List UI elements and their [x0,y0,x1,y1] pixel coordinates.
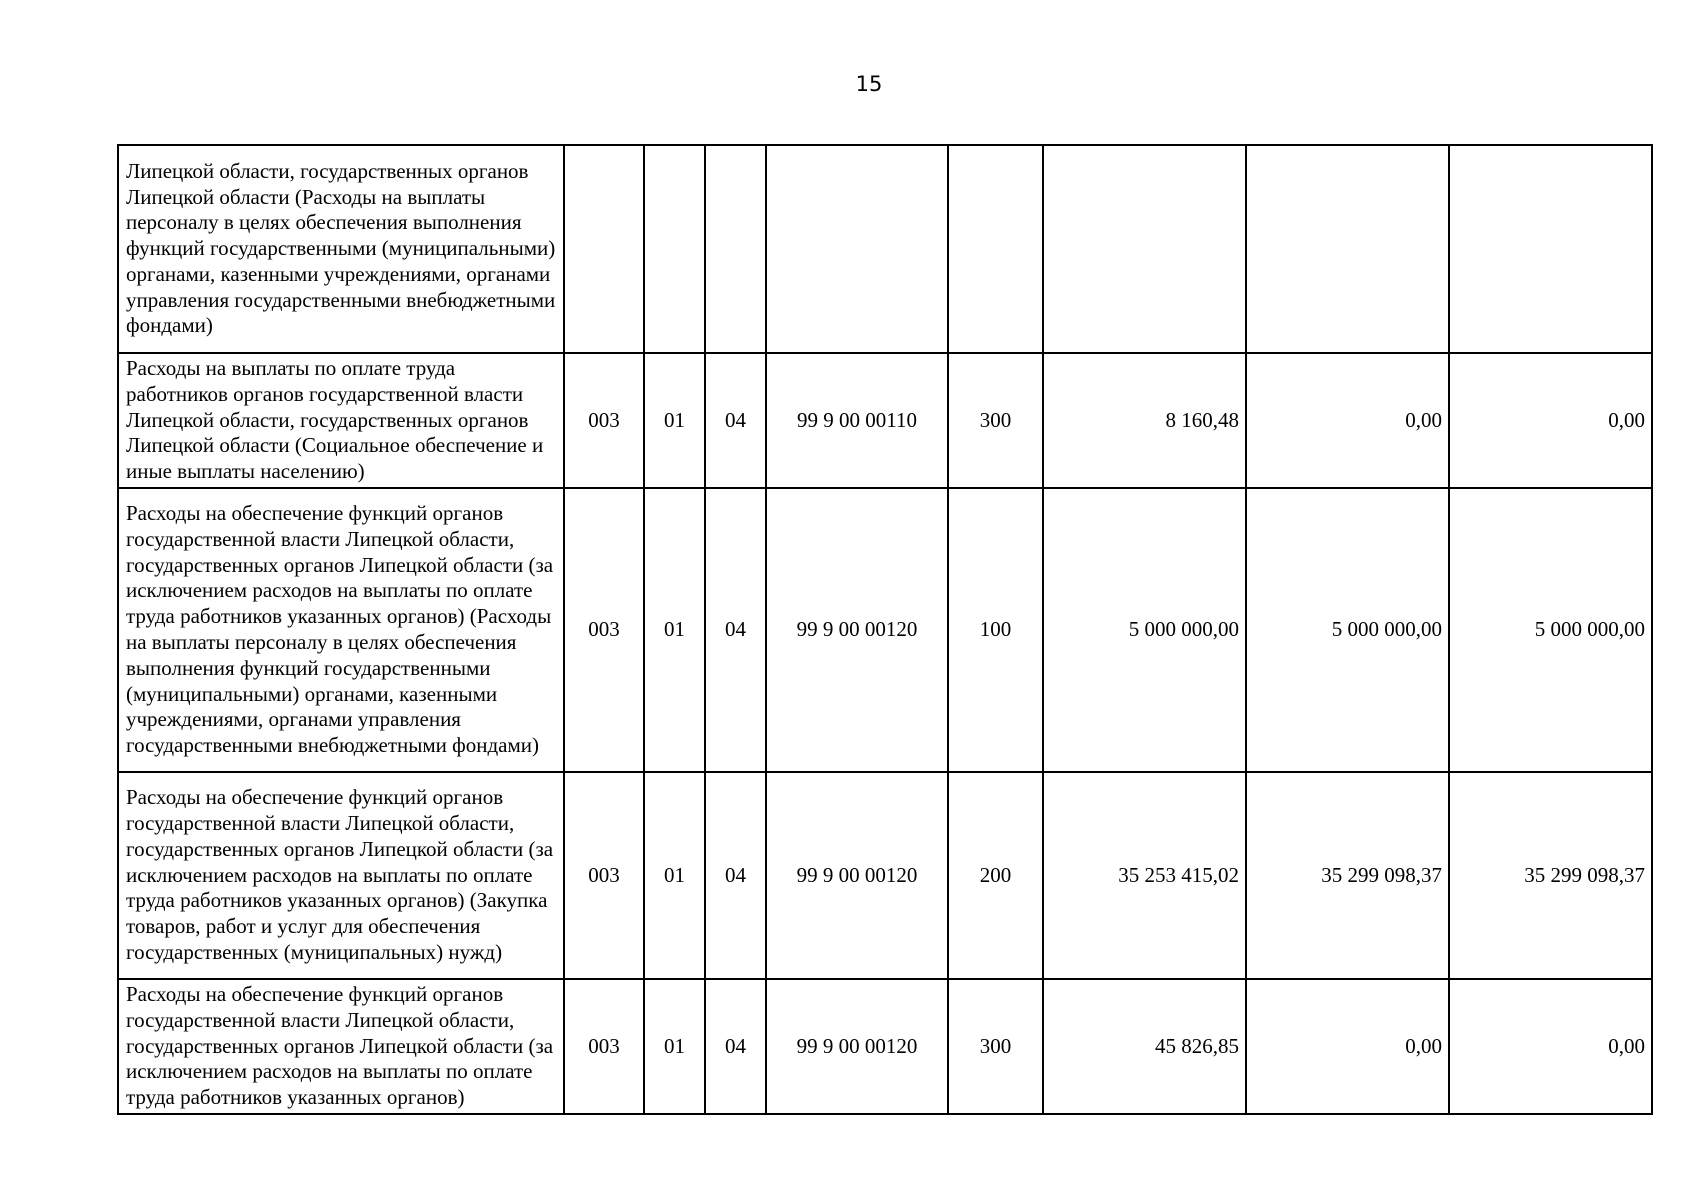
row-description: Расходы на обеспечение функций органов государственной власти Липецкой области, государственных органов Липецкой области (за исключением расходов на выплаты по оплате труда работников указанных органов) [118,979,564,1114]
target-article: 99 9 00 00120 [766,979,948,1114]
ministry-code: 003 [564,353,644,488]
amount-year-1: 5 000 000,00 [1043,488,1246,772]
amount-year-1 [1043,145,1246,353]
budget-table [117,144,1653,1115]
table-row [118,979,1652,1114]
subsection-code: 04 [705,488,766,772]
section-code: 01 [644,353,705,488]
target-article: 99 9 00 00120 [766,488,948,772]
table-row [118,145,1652,353]
table-row [118,772,1652,979]
expense-type: 100 [948,488,1043,772]
section-code: 01 [644,979,705,1114]
expense-type: 300 [948,979,1043,1114]
amount-year-3: 0,00 [1449,979,1652,1114]
subsection-code: 04 [705,772,766,979]
amount-year-2 [1246,145,1449,353]
amount-year-3: 5 000 000,00 [1449,488,1652,772]
subsection-code: 04 [705,353,766,488]
row-description: Расходы на обеспечение функций органов государственной власти Липецкой области, государственных органов Липецкой области (за исключением расходов на выплаты по оплате труда работников указанных органов) (Расходы на выплаты персоналу в целях обеспечения выполнения функций государственными (муниципальными) органами, казенными учреждениями, органами управления государственными внебюджетными фондами) [118,488,564,772]
subsection-code [705,145,766,353]
expense-type: 200 [948,772,1043,979]
section-code: 01 [644,488,705,772]
page-number: 15 [855,72,883,96]
ministry-code [564,145,644,353]
target-article: 99 9 00 00120 [766,772,948,979]
amount-year-2: 35 299 098,37 [1246,772,1449,979]
section-code: 01 [644,772,705,979]
row-description: Липецкой области, государственных органов Липецкой области (Расходы на выплаты персоналу в целях обеспечения выполнения функций государственными (муниципальными) органами, казенными учреждениями, органами управления государственными внебюджетными фондами) [118,145,564,353]
target-article [766,145,948,353]
ministry-code: 003 [564,979,644,1114]
row-description: Расходы на обеспечение функций органов государственной власти Липецкой области, государственных органов Липецкой области (за исключением расходов на выплаты по оплате труда работников указанных органов) (Закупка товаров, работ и услуг для обеспечения государственных (муниципальных) нужд) [118,772,564,979]
amount-year-3: 0,00 [1449,353,1652,488]
amount-year-2: 5 000 000,00 [1246,488,1449,772]
expense-type [948,145,1043,353]
ministry-code: 003 [564,772,644,979]
amount-year-1: 8 160,48 [1043,353,1246,488]
amount-year-3 [1449,145,1652,353]
amount-year-2: 0,00 [1246,353,1449,488]
table-row [118,488,1652,772]
amount-year-1: 35 253 415,02 [1043,772,1246,979]
section-code [644,145,705,353]
amount-year-3: 35 299 098,37 [1449,772,1652,979]
table-row [118,353,1652,488]
subsection-code: 04 [705,979,766,1114]
ministry-code: 003 [564,488,644,772]
row-description: Расходы на выплаты по оплате труда работников органов государственной власти Липецкой области, государственных органов Липецкой области (Социальное обеспечение и иные выплаты населению) [118,353,564,488]
amount-year-1: 45 826,85 [1043,979,1246,1114]
amount-year-2: 0,00 [1246,979,1449,1114]
expense-type: 300 [948,353,1043,488]
target-article: 99 9 00 00110 [766,353,948,488]
